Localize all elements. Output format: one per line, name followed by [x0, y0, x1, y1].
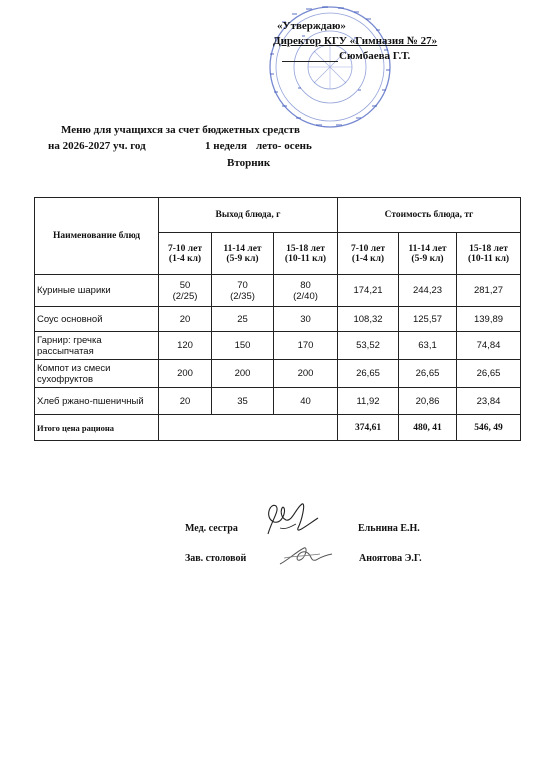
cost-cell: 139,89: [457, 307, 521, 332]
total-cost-2: 480, 41: [399, 415, 457, 441]
approval-line-2: Директор КГУ «Гимназия № 27»: [273, 35, 438, 47]
signature-line: [282, 61, 338, 62]
cost-cell: 63,1: [399, 332, 457, 360]
approval-line-1: «Утверждаю»: [277, 20, 346, 32]
cost-cell: 108,32: [338, 307, 399, 332]
cost-cell: 53,52: [338, 332, 399, 360]
cost-cell: 26,65: [399, 360, 457, 388]
nurse-name: Ельнина Е.Н.: [358, 523, 420, 534]
total-cost-1: 374,61: [338, 415, 399, 441]
output-cell: 120: [159, 332, 212, 360]
header-output-age-2: 11-14 лет (5-9 кл): [212, 233, 274, 275]
output-cell: 200: [159, 360, 212, 388]
output-cell: 70 (2/35): [212, 275, 274, 307]
season-label: лето- осень: [256, 140, 312, 152]
academic-year: на 2026-2027 уч. год: [48, 140, 146, 152]
canteen-name: Аноятова Э.Г.: [359, 553, 422, 564]
header-output: Выход блюда, г: [159, 198, 338, 233]
cost-cell: 244,23: [399, 275, 457, 307]
dish-name: Куриные шарики: [35, 275, 159, 307]
output-cell: 150: [212, 332, 274, 360]
output-cell: 50 (2/25): [159, 275, 212, 307]
total-label: Итого цена рациона: [35, 415, 159, 441]
week-label: 1 неделя: [205, 140, 247, 152]
dish-name: Гарнир: гречка рассыпчатая: [35, 332, 159, 360]
dish-name: Хлеб ржано-пшеничный: [35, 388, 159, 415]
table-row: [35, 332, 521, 360]
dish-name: Соус основной: [35, 307, 159, 332]
dish-name: Компот из смеси сухофруктов: [35, 360, 159, 388]
total-empty-cell: [159, 415, 338, 441]
header-dish-name: Наименование блюд: [35, 198, 159, 275]
header-output-age-1: 7-10 лет (1-4 кл): [159, 233, 212, 275]
approval-line-3: Сюмбаева Г.Т.: [339, 50, 411, 62]
cost-cell: 74,84: [457, 332, 521, 360]
total-cost-3: 546, 49: [457, 415, 521, 441]
canteen-signature: [276, 538, 336, 570]
header-output-age-3: 15-18 лет (10-11 кл): [274, 233, 338, 275]
header-cost-age-1: 7-10 лет (1-4 кл): [338, 233, 399, 275]
nurse-role: Мед. сестра: [185, 523, 238, 534]
output-cell: 200: [274, 360, 338, 388]
header-cost-age-3: 15-18 лет (10-11 кл): [457, 233, 521, 275]
cost-cell: 11,92: [338, 388, 399, 415]
menu-title: Меню для учащихся за счет бюджетных средств: [61, 124, 300, 136]
output-cell: 200: [212, 360, 274, 388]
output-cell: 30: [274, 307, 338, 332]
menu-table: [34, 197, 521, 441]
cost-cell: 26,65: [457, 360, 521, 388]
cost-cell: 23,84: [457, 388, 521, 415]
cost-cell: 26,65: [338, 360, 399, 388]
table-row: [35, 307, 521, 332]
output-cell: 20: [159, 388, 212, 415]
output-cell: 40: [274, 388, 338, 415]
day-label: Вторник: [227, 157, 271, 169]
output-cell: 170: [274, 332, 338, 360]
table-row: [35, 388, 521, 415]
table-row: [35, 275, 521, 307]
canteen-role: Зав. столовой: [185, 553, 247, 564]
cost-cell: 174,21: [338, 275, 399, 307]
output-cell: 80 (2/40): [274, 275, 338, 307]
output-cell: 20: [159, 307, 212, 332]
nurse-signature: [262, 500, 324, 542]
cost-cell: 281,27: [457, 275, 521, 307]
header-cost-age-2: 11-14 лет (5-9 кл): [399, 233, 457, 275]
cost-cell: 125,57: [399, 307, 457, 332]
output-cell: 25: [212, 307, 274, 332]
table-row: [35, 360, 521, 388]
output-cell: 35: [212, 388, 274, 415]
header-cost: Стоимость блюда, тг: [338, 198, 521, 233]
cost-cell: 20,86: [399, 388, 457, 415]
